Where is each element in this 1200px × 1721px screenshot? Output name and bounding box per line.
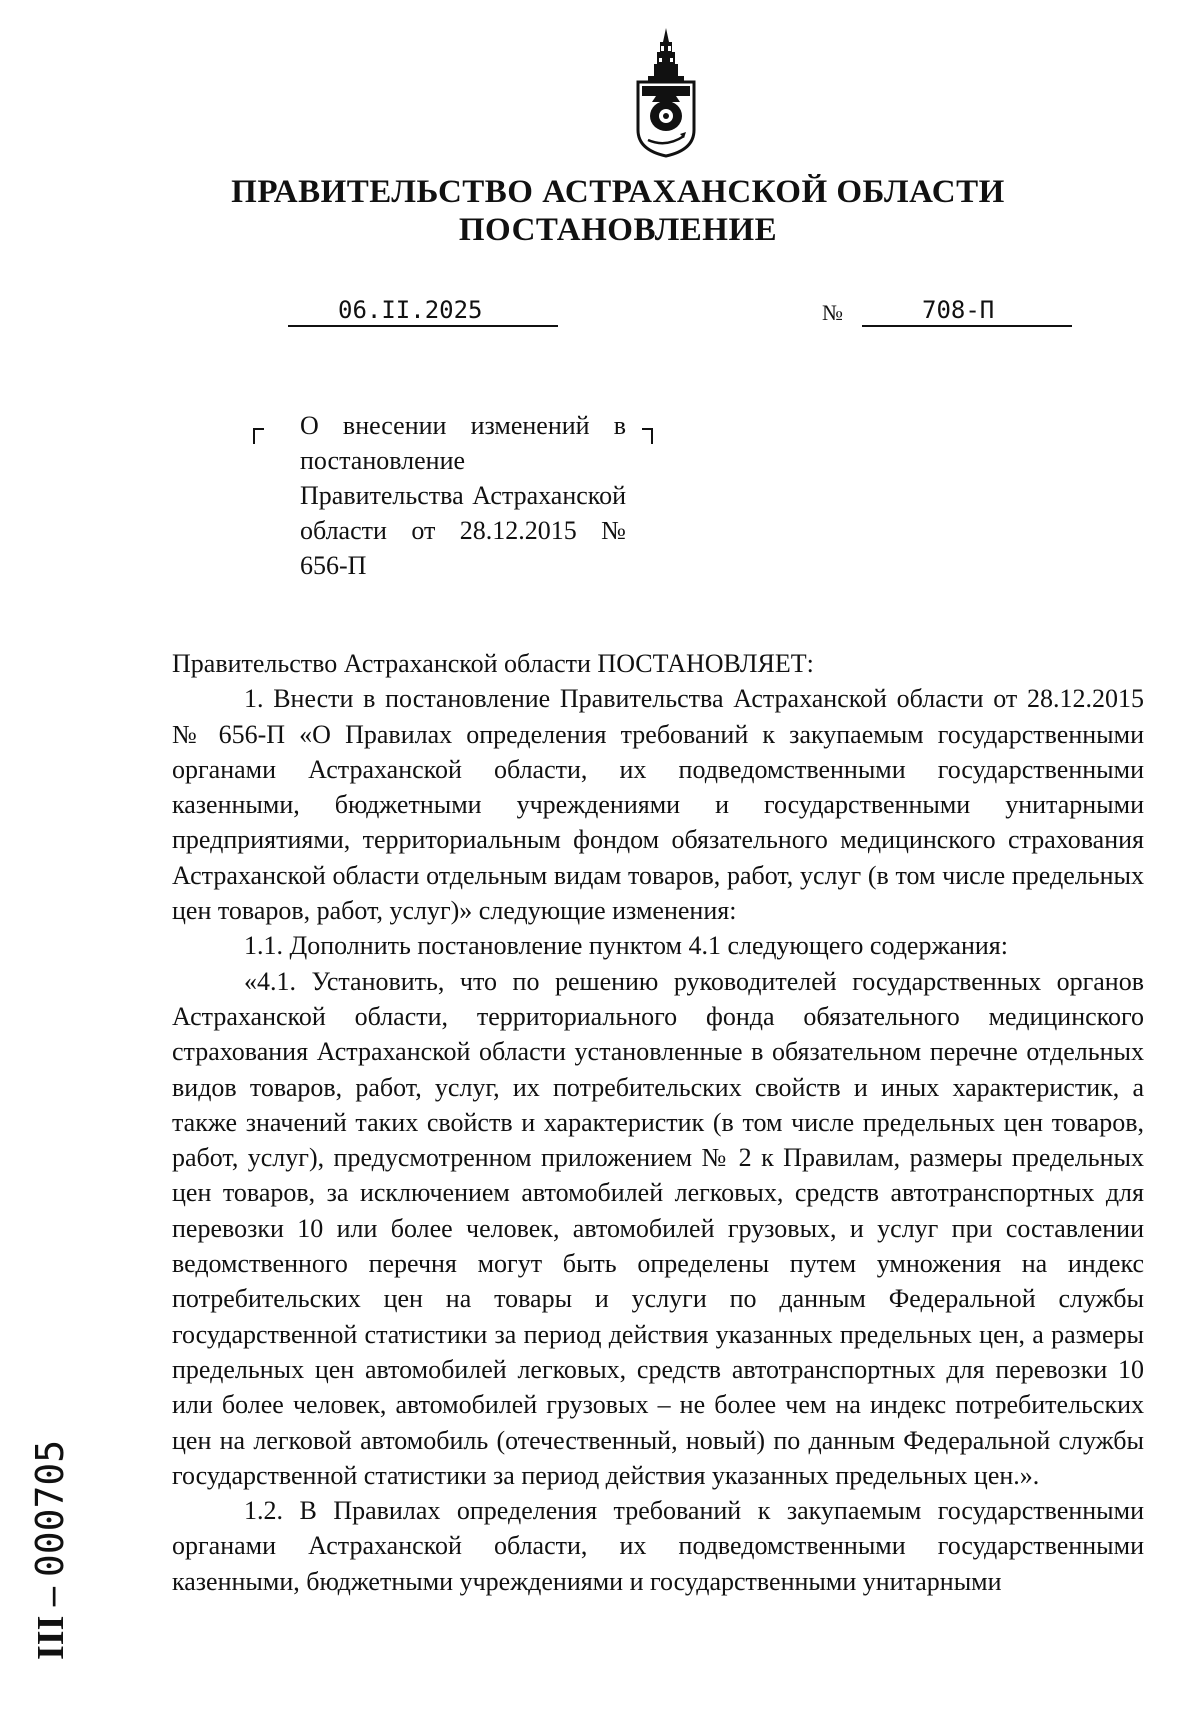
paragraph-1-2: 1.2. В Правилах определения требований к закупаемым государственными органами Астраханской области, их подведомственными государственными казенными, бюджетными учреждениями и государственными унитарными: [172, 1496, 1144, 1596]
document-body: [172, 646, 1144, 1599]
registration-date-field: [288, 295, 558, 327]
registration-number-field: [862, 295, 1072, 327]
paragraph-1: 1. Внести в постановление Правительства Астраханской области от 28.12.2015 № 656-П «О Правилах определения требований к закупаемым государственными органами Астраханской области, их подведомственными государственными казенными, бюджетными учреждениями и государственными унитарными предприятиями, территориальным фондом обязательного медицинского страхования Астраханской области отдельным видам товаров, работ, услуг (в том числе предельных цен товаров, работ, услуг)» следующие изменения:: [172, 684, 1144, 926]
paragraph-4-1-quote: «4.1. Установить, что по решению руководителей государственных органов Астраханской области, территориального фонда обязательного медицинского страхования Астраханской области установленные в обязательном перечне отдельных видов товаров, работ, услуг, их потребительских свойств и иных характеристик, а также значений таких свойств и характеристик (в том числе предельных цен товаров, работ, услуг), предусмотренном приложением № 2 к Правилам, размеры предельных цен товаров, за исключением автомобилей легковых, средств автотранспортных для перевозки 10 или более человек, автомобилей грузовых, и услуг при составлении ведомственного перечня могут быть определены путем умножения на индекс потребительских цен на товары и услуги по данным Федеральной службы государственной статистики за период действия указанных предельных цен, а размеры предельных цен автомобилей легковых, средств автотранспортных для перевозки 10 или более человек, автомобилей грузовых – не более чем на индекс потребительских цен на легковой автомобиль (отечественный, новый) по данным Федеральной службы государственной статистики за период действия указанных предельных цен.».: [172, 966, 1144, 1490]
number-sign: №: [822, 300, 843, 325]
subject-corner-left: [253, 428, 264, 444]
side-code-number: 000705: [28, 1439, 72, 1578]
registration-date: 06.II.2025: [338, 296, 483, 324]
document-subject: О внесении изменений в постановление Правительства Астраханской области от 28.12.2015 № 656-П: [300, 411, 626, 580]
coat-of-arms-emblem: [628, 26, 704, 158]
preamble: Правительство Астраханской области ПОСТАНОВЛЯЕТ:: [172, 649, 814, 678]
document-type: ПОСТАНОВЛЕНИЕ: [458, 212, 778, 248]
subject-corner-right: [642, 428, 653, 444]
side-registration-code: [28, 1440, 73, 1660]
registration-number: 708-П: [922, 296, 995, 324]
astrakhan-coat-of-arms-icon: [628, 26, 704, 158]
paragraph-1-1: 1.1. Дополнить постановление пунктом 4.1 следующего содержания:: [244, 931, 1008, 961]
government-title: ПРАВИТЕЛЬСТВО АСТРАХАНСКОЙ ОБЛАСТИ: [231, 174, 1005, 210]
side-code-prefix: ІІІ –: [30, 1587, 72, 1660]
